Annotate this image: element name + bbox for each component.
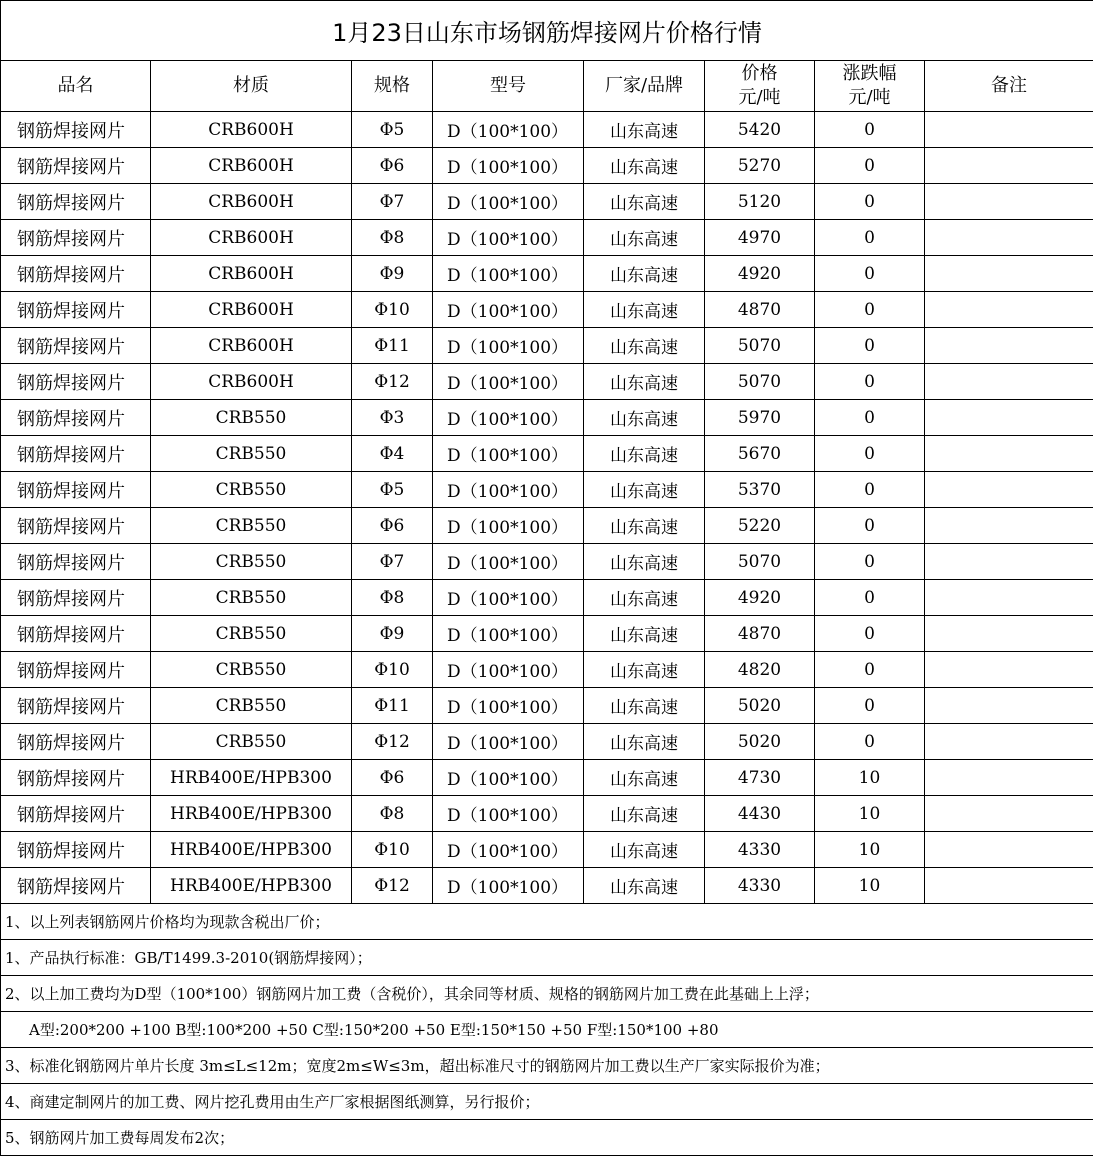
cell-material: CRB550 (151, 400, 352, 436)
header-change (815, 61, 925, 112)
cell-remark (925, 544, 1093, 580)
cell-name: 钢筋焊接网片 (1, 292, 151, 328)
cell-remark (925, 688, 1093, 724)
cell-brand: 山东高速 (584, 832, 705, 868)
cell-spec: Φ3 (352, 400, 433, 436)
table-row (1, 652, 1093, 688)
note-row (1, 1120, 1093, 1156)
cell-brand: 山东高速 (584, 364, 705, 400)
cell-name: 钢筋焊接网片 (1, 724, 151, 760)
cell-remark (925, 184, 1093, 220)
cell-change: 0 (815, 544, 925, 580)
cell-name: 钢筋焊接网片 (1, 796, 151, 832)
cell-material: HRB400E/HPB300 (151, 832, 352, 868)
cell-model: D（100*100） (433, 796, 584, 832)
cell-spec: Φ7 (352, 184, 433, 220)
cell-name: 钢筋焊接网片 (1, 328, 151, 364)
cell-material: CRB550 (151, 508, 352, 544)
cell-name: 钢筋焊接网片 (1, 184, 151, 220)
cell-price: 4730 (705, 760, 815, 796)
cell-change: 0 (815, 328, 925, 364)
cell-brand: 山东高速 (584, 148, 705, 184)
table-row (1, 472, 1093, 508)
note-text: 4、商建定制网片的加工费、网片挖孔费用由生产厂家根据图纸测算，另行报价； (1, 1084, 1093, 1120)
cell-remark (925, 436, 1093, 472)
table-row (1, 364, 1093, 400)
cell-model: D（100*100） (433, 544, 584, 580)
cell-price: 4970 (705, 220, 815, 256)
cell-model: D（100*100） (433, 220, 584, 256)
cell-remark (925, 652, 1093, 688)
cell-brand: 山东高速 (584, 292, 705, 328)
header-row (1, 61, 1093, 112)
cell-brand: 山东高速 (584, 868, 705, 904)
cell-change: 0 (815, 292, 925, 328)
cell-name: 钢筋焊接网片 (1, 580, 151, 616)
note-text: 1、产品执行标准：GB/T1499.3-2010(钢筋焊接网）； (1, 940, 1093, 976)
table-row (1, 688, 1093, 724)
cell-brand: 山东高速 (584, 796, 705, 832)
cell-material: CRB600H (151, 328, 352, 364)
cell-spec: Φ8 (352, 580, 433, 616)
cell-price: 5070 (705, 328, 815, 364)
table-row (1, 724, 1093, 760)
header-spec: 规格 (352, 61, 433, 112)
header-material: 材质 (151, 61, 352, 112)
cell-name: 钢筋焊接网片 (1, 832, 151, 868)
cell-material: CRB600H (151, 148, 352, 184)
cell-model: D（100*100） (433, 328, 584, 364)
cell-model: D（100*100） (433, 112, 584, 148)
cell-spec: Φ8 (352, 220, 433, 256)
table-row (1, 760, 1093, 796)
cell-spec: Φ12 (352, 724, 433, 760)
cell-spec: Φ9 (352, 616, 433, 652)
cell-spec: Φ12 (352, 868, 433, 904)
header-change-unit: 元/吨 (848, 87, 891, 108)
cell-model: D（100*100） (433, 400, 584, 436)
cell-change: 0 (815, 400, 925, 436)
cell-name: 钢筋焊接网片 (1, 544, 151, 580)
cell-spec: Φ9 (352, 256, 433, 292)
cell-material: CRB600H (151, 184, 352, 220)
cell-change: 10 (815, 760, 925, 796)
table-row (1, 436, 1093, 472)
cell-brand: 山东高速 (584, 616, 705, 652)
cell-material: CRB550 (151, 616, 352, 652)
cell-material: CRB600H (151, 364, 352, 400)
cell-spec: Φ8 (352, 796, 433, 832)
table-row (1, 544, 1093, 580)
cell-model: D（100*100） (433, 508, 584, 544)
cell-name: 钢筋焊接网片 (1, 688, 151, 724)
header-price-label: 价格 (741, 63, 778, 84)
cell-change: 0 (815, 184, 925, 220)
table-row (1, 400, 1093, 436)
table-row (1, 148, 1093, 184)
cell-brand: 山东高速 (584, 256, 705, 292)
cell-price: 5070 (705, 544, 815, 580)
cell-material: HRB400E/HPB300 (151, 868, 352, 904)
cell-spec: Φ10 (352, 292, 433, 328)
cell-spec: Φ10 (352, 832, 433, 868)
cell-brand: 山东高速 (584, 688, 705, 724)
table-row (1, 508, 1093, 544)
cell-material: CRB600H (151, 292, 352, 328)
cell-spec: Φ10 (352, 652, 433, 688)
cell-remark (925, 472, 1093, 508)
cell-brand: 山东高速 (584, 508, 705, 544)
cell-change: 10 (815, 832, 925, 868)
header-change-label: 涨跌幅 (842, 63, 897, 84)
cell-remark (925, 616, 1093, 652)
cell-price: 4820 (705, 652, 815, 688)
title-row (1, 1, 1093, 61)
table-row (1, 328, 1093, 364)
cell-model: D（100*100） (433, 580, 584, 616)
cell-name: 钢筋焊接网片 (1, 112, 151, 148)
cell-brand: 山东高速 (584, 544, 705, 580)
cell-change: 0 (815, 688, 925, 724)
cell-model: D（100*100） (433, 148, 584, 184)
cell-material: CRB600H (151, 112, 352, 148)
cell-model: D（100*100） (433, 616, 584, 652)
table-row (1, 256, 1093, 292)
table-row (1, 112, 1093, 148)
cell-brand: 山东高速 (584, 328, 705, 364)
cell-remark (925, 220, 1093, 256)
cell-model: D（100*100） (433, 472, 584, 508)
table-row (1, 580, 1093, 616)
cell-change: 0 (815, 652, 925, 688)
cell-model: D（100*100） (433, 652, 584, 688)
cell-name: 钢筋焊接网片 (1, 436, 151, 472)
cell-remark (925, 724, 1093, 760)
cell-brand: 山东高速 (584, 400, 705, 436)
note-row (1, 1012, 1093, 1048)
cell-price: 4870 (705, 616, 815, 652)
cell-name: 钢筋焊接网片 (1, 256, 151, 292)
cell-price: 5070 (705, 364, 815, 400)
note-row (1, 940, 1093, 976)
cell-remark (925, 400, 1093, 436)
table-row (1, 832, 1093, 868)
cell-change: 0 (815, 112, 925, 148)
cell-brand: 山东高速 (584, 760, 705, 796)
cell-price: 5420 (705, 112, 815, 148)
cell-brand: 山东高速 (584, 184, 705, 220)
cell-name: 钢筋焊接网片 (1, 220, 151, 256)
note-text: 2、以上加工费均为D型（100*100）钢筋网片加工费（含税价），其余同等材质、规格的钢筋网片加工费在此基础上上浮； (1, 976, 1093, 1012)
note-row (1, 1048, 1093, 1084)
cell-model: D（100*100） (433, 868, 584, 904)
cell-brand: 山东高速 (584, 112, 705, 148)
cell-model: D（100*100） (433, 184, 584, 220)
note-text: 3、标准化钢筋网片单片长度 3m≤L≤12m；宽度2m≤W≤3m，超出标准尺寸的钢筋网片加工费以生产厂家实际报价为准； (1, 1048, 1093, 1084)
cell-price: 4920 (705, 256, 815, 292)
table-row (1, 868, 1093, 904)
cell-name: 钢筋焊接网片 (1, 868, 151, 904)
cell-material: CRB550 (151, 580, 352, 616)
cell-price: 4330 (705, 832, 815, 868)
cell-spec: Φ12 (352, 364, 433, 400)
note-row (1, 976, 1093, 1012)
cell-model: D（100*100） (433, 292, 584, 328)
cell-brand: 山东高速 (584, 220, 705, 256)
cell-name: 钢筋焊接网片 (1, 148, 151, 184)
header-price (705, 61, 815, 112)
note-text: 1、以上列表钢筋网片价格均为现款含税出厂价； (1, 904, 1093, 940)
cell-brand: 山东高速 (584, 472, 705, 508)
note-row (1, 1084, 1093, 1120)
header-price-unit: 元/吨 (738, 87, 781, 108)
cell-remark (925, 328, 1093, 364)
cell-change: 0 (815, 436, 925, 472)
cell-brand: 山东高速 (584, 580, 705, 616)
cell-remark (925, 148, 1093, 184)
cell-material: CRB600H (151, 256, 352, 292)
note-text: A型:200*200 +100 B型:100*200 +50 C型:150*200 +50 E型:150*150 +50 F型:150*100 +80 (1, 1012, 1093, 1048)
cell-name: 钢筋焊接网片 (1, 508, 151, 544)
header-name: 品名 (1, 61, 151, 112)
cell-brand: 山东高速 (584, 436, 705, 472)
cell-spec: Φ6 (352, 508, 433, 544)
cell-remark (925, 256, 1093, 292)
cell-material: CRB550 (151, 688, 352, 724)
cell-model: D（100*100） (433, 256, 584, 292)
cell-price: 5370 (705, 472, 815, 508)
cell-change: 0 (815, 472, 925, 508)
cell-price: 5270 (705, 148, 815, 184)
cell-spec: Φ6 (352, 760, 433, 796)
cell-material: CRB550 (151, 472, 352, 508)
cell-material: HRB400E/HPB300 (151, 796, 352, 832)
cell-remark (925, 580, 1093, 616)
page-title: 1月23日山东市场钢筋焊接网片价格行情 (1, 1, 1093, 61)
cell-material: HRB400E/HPB300 (151, 760, 352, 796)
cell-brand: 山东高速 (584, 652, 705, 688)
header-remark: 备注 (925, 61, 1093, 112)
cell-change: 0 (815, 220, 925, 256)
cell-remark (925, 796, 1093, 832)
cell-spec: Φ11 (352, 688, 433, 724)
cell-remark (925, 508, 1093, 544)
header-brand: 厂家/品牌 (584, 61, 705, 112)
note-row (1, 904, 1093, 940)
cell-name: 钢筋焊接网片 (1, 472, 151, 508)
cell-change: 0 (815, 724, 925, 760)
cell-spec: Φ7 (352, 544, 433, 580)
cell-remark (925, 832, 1093, 868)
cell-model: D（100*100） (433, 364, 584, 400)
cell-change: 0 (815, 148, 925, 184)
table-row (1, 292, 1093, 328)
cell-change: 10 (815, 868, 925, 904)
cell-name: 钢筋焊接网片 (1, 760, 151, 796)
header-model: 型号 (433, 61, 584, 112)
cell-spec: Φ4 (352, 436, 433, 472)
cell-material: CRB550 (151, 724, 352, 760)
cell-change: 0 (815, 364, 925, 400)
cell-model: D（100*100） (433, 760, 584, 796)
cell-change: 0 (815, 616, 925, 652)
cell-remark (925, 292, 1093, 328)
cell-name: 钢筋焊接网片 (1, 652, 151, 688)
cell-material: CRB550 (151, 544, 352, 580)
cell-name: 钢筋焊接网片 (1, 616, 151, 652)
cell-model: D（100*100） (433, 688, 584, 724)
cell-material: CRB600H (151, 220, 352, 256)
cell-remark (925, 112, 1093, 148)
cell-remark (925, 364, 1093, 400)
cell-change: 10 (815, 796, 925, 832)
cell-price: 4920 (705, 580, 815, 616)
cell-material: CRB550 (151, 436, 352, 472)
cell-remark (925, 868, 1093, 904)
cell-spec: Φ5 (352, 472, 433, 508)
table-row (1, 796, 1093, 832)
cell-model: D（100*100） (433, 832, 584, 868)
cell-model: D（100*100） (433, 724, 584, 760)
cell-price: 4870 (705, 292, 815, 328)
cell-spec: Φ6 (352, 148, 433, 184)
cell-price: 5020 (705, 688, 815, 724)
cell-price: 5220 (705, 508, 815, 544)
cell-name: 钢筋焊接网片 (1, 400, 151, 436)
table-row (1, 220, 1093, 256)
table-row (1, 616, 1093, 652)
cell-price: 5120 (705, 184, 815, 220)
cell-material: CRB550 (151, 652, 352, 688)
cell-price: 5970 (705, 400, 815, 436)
cell-change: 0 (815, 256, 925, 292)
cell-remark (925, 760, 1093, 796)
cell-spec: Φ11 (352, 328, 433, 364)
cell-price: 5670 (705, 436, 815, 472)
cell-brand: 山东高速 (584, 724, 705, 760)
cell-change: 0 (815, 580, 925, 616)
cell-price: 4430 (705, 796, 815, 832)
table-row (1, 184, 1093, 220)
cell-name: 钢筋焊接网片 (1, 364, 151, 400)
cell-change: 0 (815, 508, 925, 544)
cell-price: 5020 (705, 724, 815, 760)
cell-spec: Φ5 (352, 112, 433, 148)
cell-model: D（100*100） (433, 436, 584, 472)
note-text: 5、钢筋网片加工费每周发布2次； (1, 1120, 1093, 1156)
cell-price: 4330 (705, 868, 815, 904)
